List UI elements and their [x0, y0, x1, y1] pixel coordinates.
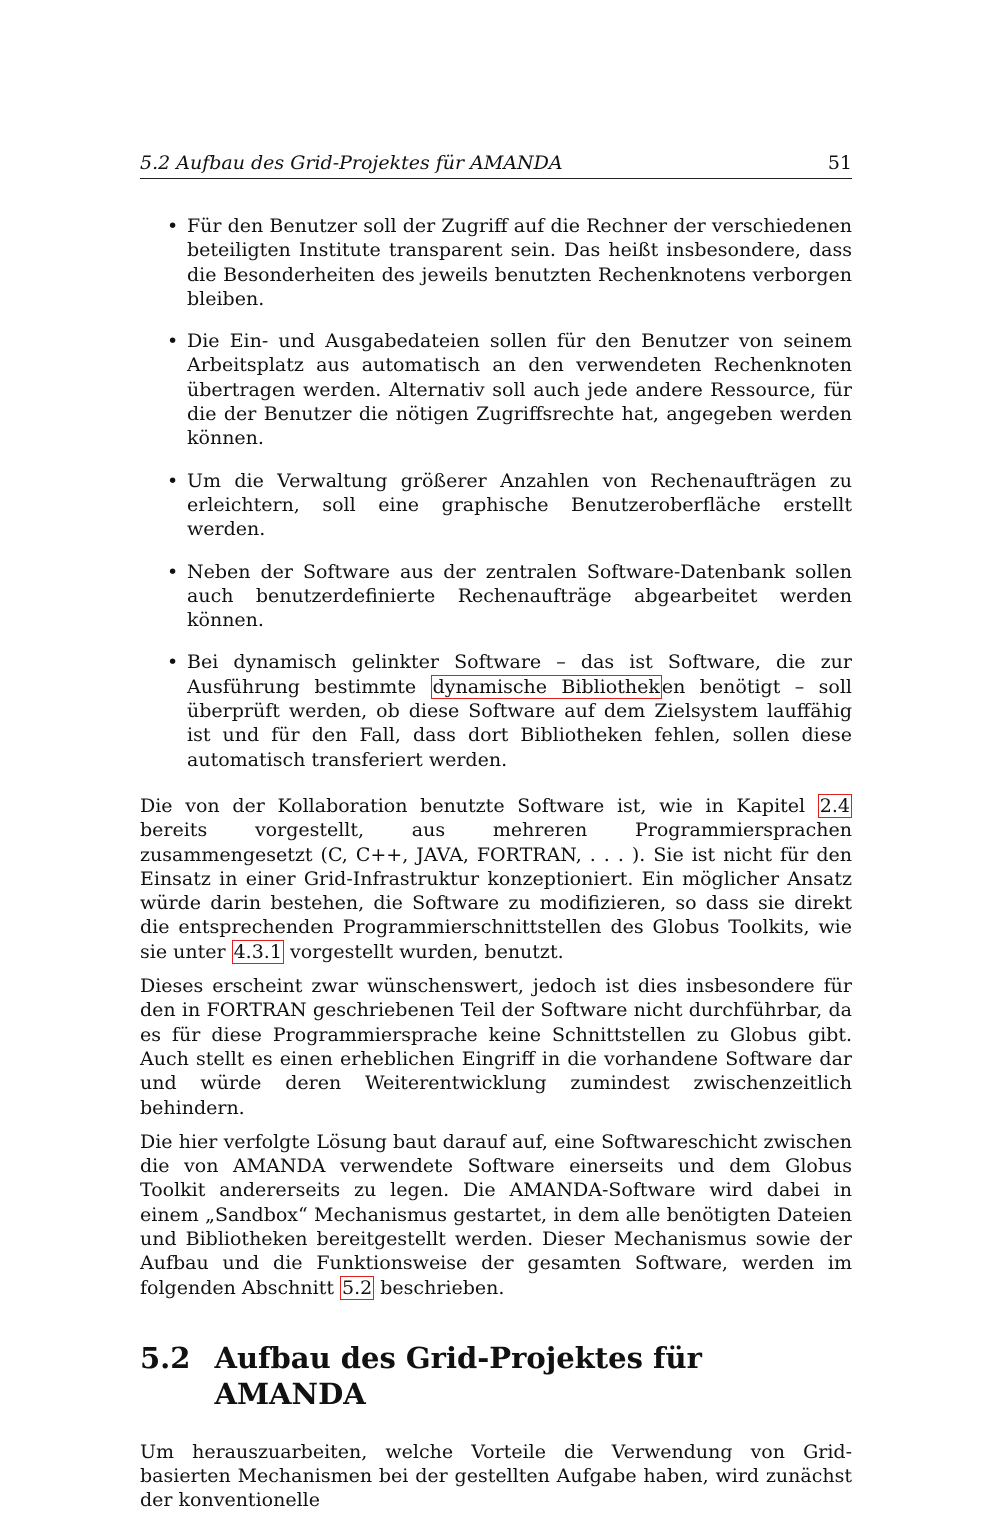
- running-header: [140, 150, 852, 179]
- paragraph-text: vorgestellt wurden, benutzt.: [283, 940, 564, 963]
- paragraph: [140, 1130, 852, 1300]
- section-ref-link[interactable]: 4.3.1: [233, 940, 282, 963]
- paragraph-text: Die von der Kollaboration benutzte Software ist, wie in Kapitel: [140, 794, 818, 817]
- list-item: [140, 329, 852, 450]
- paragraph-text: Die hier verfolgte Lösung baut darauf auf, eine Softwareschicht zwischen die von AMANDA verwendete Software einerseits und dem Globus Toolkit andererseits zu legen. Die AMANDA-Software wird dabei in einem „Sandbox“ Mechanismus gestartet, in dem alle benötigten Dateien und Bibliotheken bereitgestellt werden. Dieser Mechanismus sowie der Aufbau und die Funktionsweise der gesamten Software, werden im folgenden Abschnitt: [140, 1130, 852, 1299]
- bullet-icon: •: [167, 469, 179, 492]
- page-number: 51: [827, 152, 852, 174]
- list-item: [140, 560, 852, 633]
- list-item: [140, 214, 852, 311]
- body-text: [140, 214, 852, 1523]
- paragraph: Um herauszuarbeiten, welche Vorteile die Verwendung von Grid-basierten Mechanismen bei der gestellten Aufgabe haben, wird zunächst der konventionelle: [140, 1440, 852, 1512]
- section-ref-link[interactable]: 5.2: [342, 1276, 373, 1299]
- paragraph-text: beschrieben.: [374, 1276, 505, 1299]
- glossary-link-dynamische-bibliothek[interactable]: dynamische Bibliothek: [432, 675, 660, 698]
- section-number: 5.2: [140, 1340, 191, 1375]
- bullet-icon: •: [167, 560, 179, 583]
- list-item-text: Für den Benutzer soll der Zugriff auf die Rechner der verschiedenen beteiligten Institute transparent sein. Das heißt insbesondere, dass die Besonderheiten des jeweils benutzten Rechenknotens verborgen bleiben.: [187, 215, 852, 310]
- list-item-text: Um die Verwaltung größerer Anzahlen von Rechenaufträgen zu erleichtern, soll eine graphische Benutzeroberfläche erstellt werden.: [187, 469, 852, 541]
- list-item-text: Neben der Software aus der zentralen Software-Datenbank sollen auch benutzerdefinierte Rechenaufträge abgearbeitet werden können.: [187, 560, 852, 632]
- requirements-list: [140, 214, 852, 772]
- list-item-text-start: Bei dynamisch gelinkter Software – das ist Software, die zur Ausführung bestimmte: [187, 651, 852, 698]
- list-item: [140, 469, 852, 542]
- bullet-icon: •: [167, 215, 179, 237]
- paragraph: Dieses erscheint zwar wünschenswert, jedoch ist dies insbesondere für den in FORTRAN geschriebenen Teil der Software nicht durchführbar, da es für diese Programmiersprache keine Schnittstellen zu Globus gibt. Auch stellt es einen erheblichen Eingriff in die vorhandene Software dar und würde deren Weiterentwicklung zumindest zwischenzeitlich behindern.: [140, 975, 852, 1119]
- bullet-icon: •: [167, 651, 179, 674]
- chapter-ref-link[interactable]: 2.4: [819, 794, 850, 817]
- list-item-text: Die Ein- und Ausgabedateien sollen für den Benutzer von seinem Arbeitsplatz aus automatisch an den verwendeten Rechenknoten übertragen werden. Alternativ soll auch jede andere Ressource, für die der Benutzer die nötigen Zugriffsrechte hat, angegeben werden können.: [187, 330, 852, 450]
- section-heading: [140, 1340, 852, 1412]
- paragraph-text: bereits vorgestellt, aus mehreren Programmiersprachen zusammengesetzt (C, C++, JAVA, FORTRAN, . . . ). Sie ist nicht für den Einsatz in einer Grid-Infrastruktur konzeptioniert. Ein möglicher Ansatz würde darin bestehen, die Software zu modifizieren, so dass sie direkt die entsprechenden Programmierschnittstellen des Globus Toolkits, wie sie unter: [140, 819, 852, 963]
- running-title: 5.2 Aufbau des Grid-Projektes für AMANDA: [140, 152, 563, 174]
- paragraph: [140, 794, 852, 964]
- list-item-text-end: en benötigt – soll überprüft werden, ob diese Software auf dem Zielsystem lauffähig ist und für den Fall, dass dort Bibliotheken fehlen, sollen diese automatisch transferiert werden.: [187, 675, 853, 771]
- list-item: [140, 650, 852, 771]
- bullet-icon: •: [167, 330, 179, 353]
- section-title: Aufbau des Grid-Projektes für AMANDA: [214, 1340, 702, 1411]
